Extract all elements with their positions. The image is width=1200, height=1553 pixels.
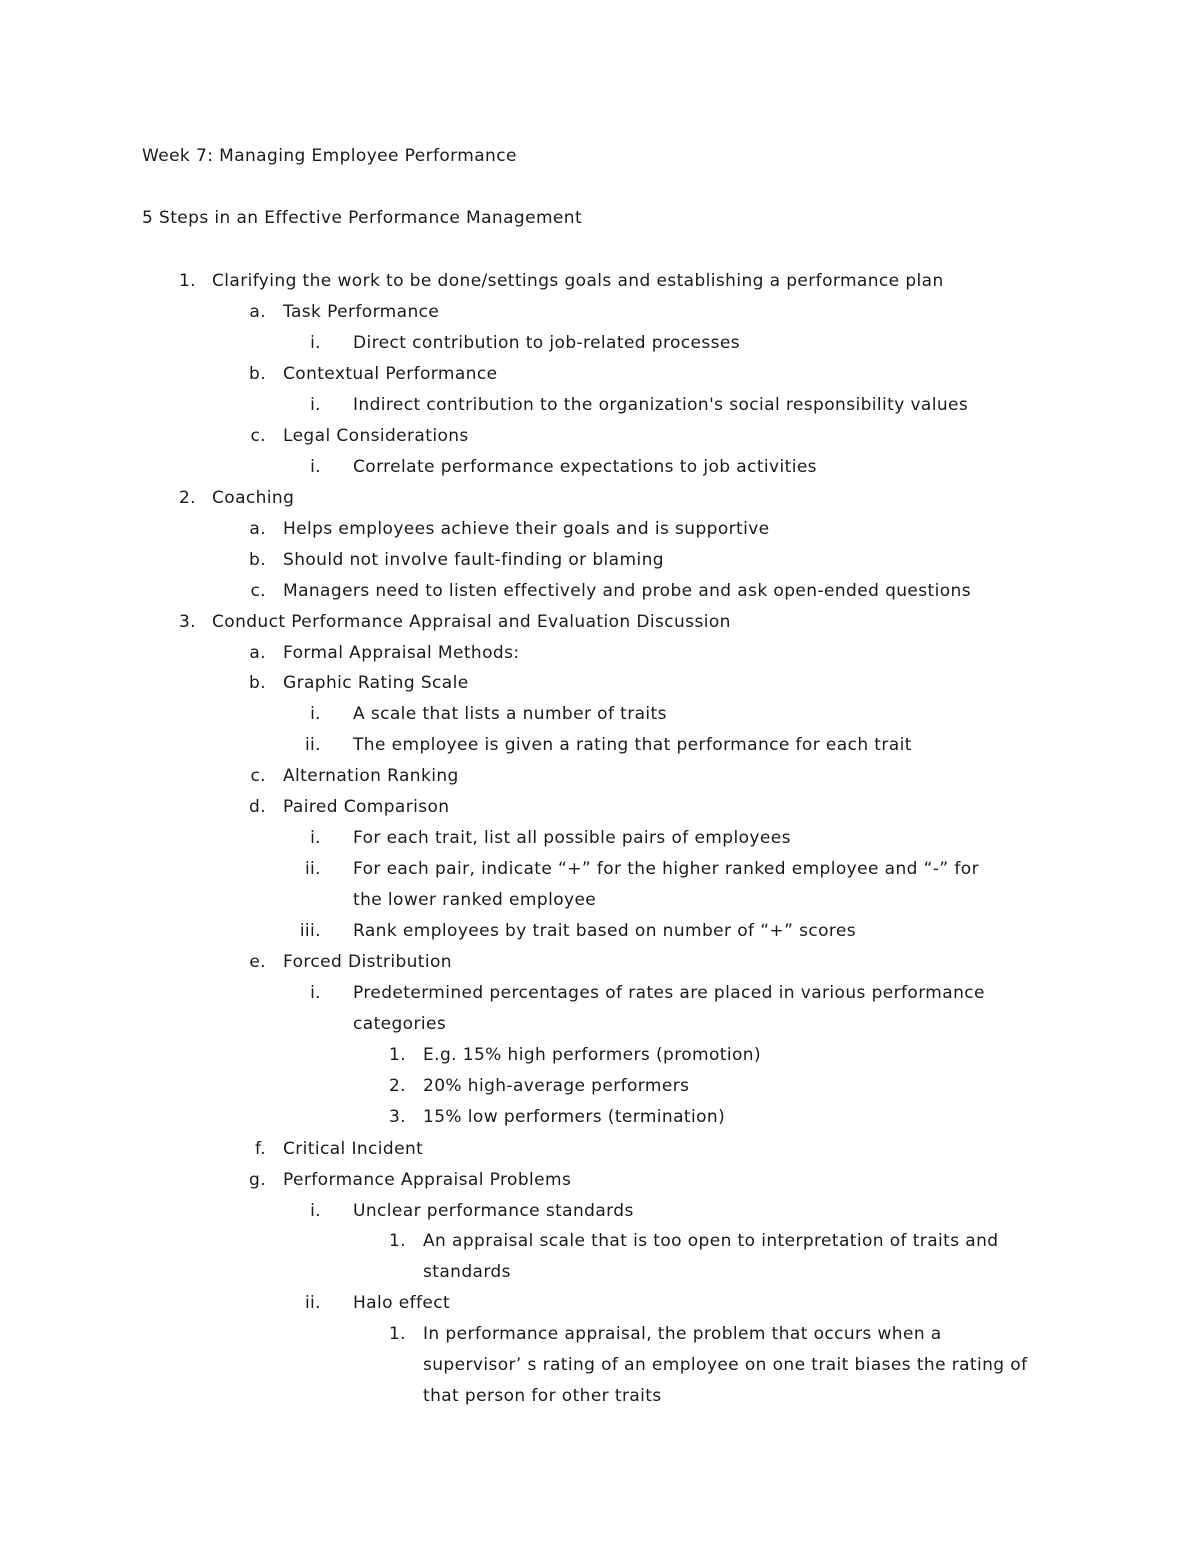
list-marker: 1. <box>388 1231 406 1251</box>
list-item-text: 15% low performers (termination) <box>423 1107 726 1127</box>
section-heading: 5 Steps in an Effective Performance Management <box>142 208 583 228</box>
list-item-text: Graphic Rating Scale <box>283 673 469 693</box>
list-item-text: 20% high-average performers <box>423 1076 690 1096</box>
list-item-text: Rank employees by trait based on number of “+” scores <box>353 921 857 941</box>
list-marker: 3. <box>388 1107 406 1127</box>
list-item-text: Performance Appraisal Problems <box>283 1170 572 1190</box>
list-item-text: Paired Comparison <box>283 797 450 817</box>
list-marker: i. <box>310 333 321 353</box>
list-marker: c. <box>250 766 266 786</box>
list-item-text: The employee is given a rating that performance for each trait <box>353 735 912 755</box>
list-marker: c. <box>250 581 266 601</box>
list-marker: 2. <box>388 1076 406 1096</box>
list-marker: 1. <box>388 1324 406 1344</box>
list-marker: i. <box>310 983 321 1003</box>
list-marker: a. <box>249 302 266 322</box>
list-marker: ii. <box>304 1293 321 1313</box>
list-item-text: Predetermined percentages of rates are placed in various performance <box>353 983 985 1003</box>
list-item-text: the lower ranked employee <box>353 890 597 910</box>
list-item-text: Critical Incident <box>283 1139 424 1159</box>
list-item-text: Direct contribution to job-related processes <box>353 333 741 353</box>
list-item-text: E.g. 15% high performers (promotion) <box>423 1045 761 1065</box>
list-marker: b. <box>249 673 266 693</box>
list-marker: 1. <box>388 1045 406 1065</box>
list-item-text: Correlate performance expectations to job activities <box>353 457 817 477</box>
list-item-text: categories <box>353 1014 447 1034</box>
document-title: Week 7: Managing Employee Performance <box>142 146 517 166</box>
list-marker: iii. <box>299 921 321 941</box>
list-item-text: standards <box>423 1262 511 1282</box>
list-marker: g. <box>249 1170 266 1190</box>
list-marker: i. <box>310 457 321 477</box>
list-item-text: Halo effect <box>353 1293 451 1313</box>
list-item-text: Unclear performance standards <box>353 1201 634 1221</box>
list-item-text: A scale that lists a number of traits <box>353 704 667 724</box>
list-item-text: Task Performance <box>283 302 440 322</box>
list-marker: c. <box>250 426 266 446</box>
list-item-text: Contextual Performance <box>283 364 498 384</box>
list-marker: i. <box>310 1201 321 1221</box>
list-item-text: Conduct Performance Appraisal and Evaluation Discussion <box>212 612 731 632</box>
list-marker: 2. <box>178 488 196 508</box>
list-marker: a. <box>249 643 266 663</box>
list-item-text: Should not involve fault-finding or blaming <box>283 550 664 570</box>
list-item-text: Legal Considerations <box>283 426 469 446</box>
list-item-text: supervisor’ s rating of an employee on one trait biases the rating of <box>423 1355 1028 1375</box>
list-item-text: For each trait, list all possible pairs of employees <box>353 828 791 848</box>
list-item-text: Helps employees achieve their goals and is supportive <box>283 519 770 539</box>
list-item-text: Indirect contribution to the organization's social responsibility values <box>353 395 969 415</box>
list-marker: a. <box>249 519 266 539</box>
list-marker: i. <box>310 828 321 848</box>
list-item-text: Managers need to listen effectively and probe and ask open-ended questions <box>283 581 971 601</box>
list-marker: b. <box>249 364 266 384</box>
list-marker: 3. <box>178 612 196 632</box>
list-marker: b. <box>249 550 266 570</box>
list-item-text: Coaching <box>212 488 295 508</box>
list-marker: d. <box>249 797 266 817</box>
list-item-text: In performance appraisal, the problem that occurs when a <box>423 1324 942 1344</box>
list-marker: 1. <box>178 271 196 291</box>
list-item-text: that person for other traits <box>423 1386 662 1406</box>
list-item-text: Alternation Ranking <box>283 766 459 786</box>
list-item-text: An appraisal scale that is too open to interpretation of traits and <box>423 1231 999 1251</box>
list-item-text: Formal Appraisal Methods: <box>283 643 520 663</box>
list-marker: ii. <box>304 859 321 879</box>
list-item-text: Clarifying the work to be done/settings goals and establishing a performance plan <box>212 271 944 291</box>
list-marker: e. <box>249 952 266 972</box>
list-item-text: For each pair, indicate “+” for the higher ranked employee and “-” for <box>353 859 979 879</box>
list-marker: f. <box>255 1139 266 1159</box>
list-marker: i. <box>310 704 321 724</box>
list-item-text: Forced Distribution <box>283 952 452 972</box>
list-marker: i. <box>310 395 321 415</box>
list-marker: ii. <box>304 735 321 755</box>
